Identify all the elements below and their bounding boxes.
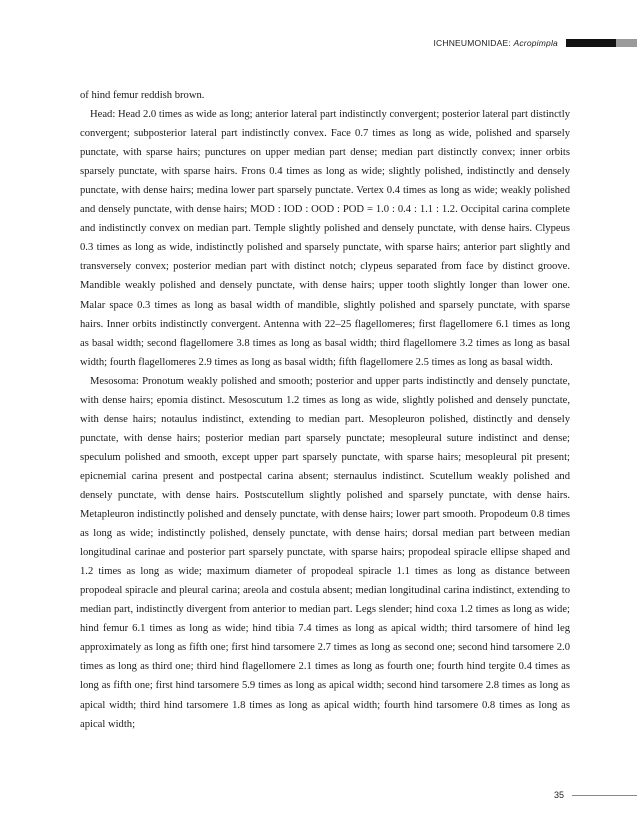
page-number: 35: [553, 790, 564, 800]
running-header-text: [433, 38, 558, 48]
header-bar-gray: [616, 39, 637, 47]
intro-paragraph: of hind femur reddish brown.: [80, 90, 205, 101]
body-text: [80, 86, 570, 734]
header-family: ICHNEUMONIDAE:: [433, 38, 511, 48]
page-footer: [554, 789, 637, 801]
mesosoma-paragraph: Mesosoma: Pronotum weakly polished and smooth; posterior and upper parts indistinctly and densely punctate, with dense hairs; epomia distinct. Mesoscutum 1.2 times as long as wide, slightly polished and densely punctate, with dense hairs; notaulus indistinct, extending to median part. Mesopleuron polished, distinctly and densely punctate, with dense hairs; posterior median part sparsely punctate; mesopleural suture indistinct and dense; speculum polished and smooth, except upper part sparsely punctate, with sparse hairs; mesopleural pit present; epicnemial carina present and postpectal carina absent; sternaulus indistinct. Scutellum weakly polished and densely punctate, with dense hairs. Postscutellum slightly polished and sparsely punctate, with dense hairs. Metapleuron indistinctly polished and densely punctate, with dense hairs; lower part smooth. Propodeum 0.8 times as long as wide; indistinctly polished, densely punctate, with dense hairs; dorsal median part between median longitudinal carinae and posterior part sparsely punctate, with sparse hairs; propodeal spiracle ellipse shaped and 1.2 times as long as wide; maximum diameter of propodeal spiracle 1.1 times as long as distance between propodeal spiracle and pleural carina; areola and costula absent; median longitudinal carina indistinct, extending to median part, indistinctly divergent from anterior to median part. Legs slender; hind coxa 1.2 times as long as wide; hind femur 6.1 times as long as wide; hind tibia 7.4 times as long as apical width; third tarsomere of hind leg approximately as long as fifth one; first hind tarsomere 2.7 times as long as second one; second hind tarsomere 2.0 times as long as third one; third hind flagellomere 2.1 times as long as fourth one; fourth hind tergite 0.4 times as long as fifth one; first hind tarsomere 5.9 times as long as apical width; second hind tarsomere 2.8 times as long as apical width; third hind tarsomere 1.8 times as long as apical width; fourth hind tarsomere 0.8 times as long as apical width;: [80, 375, 570, 730]
header-bar-dark: [566, 39, 616, 47]
header-genus: Acropimpla: [513, 38, 558, 48]
footer-rule: [572, 795, 637, 796]
head-paragraph: Head: Head 2.0 times as wide as long; anterior lateral part indistinctly convergent; posterior lateral part distinctly convergent; subposterior lateral part indistinctly convex. Face 0.7 times as long as wide, polished and sparsely punctate, with sparse hairs; punctures on upper median part dense; median part distinctly convex; inner orbits sparsely punctate, with sparse hairs. Frons 0.4 times as long as wide; slightly polished, indistinctly and densely punctate, with dense hairs; medina lower part sparsely punctate. Vertex 0.4 times as long as wide; weakly polished and densely punctate, with dense hairs; MOD : IOD : OOD : POD = 1.0 : 0.4 : 1.1 : 1.2. Occipital carina complete and indistinctly convex on median part. Temple slightly polished and densely punctate, with dense hairs. Clypeus 0.3 times as long as wide, indistinctly polished and sparsely punctate, with sparse hairs; anterior part slightly and transversely convex; posterior median part with distinct notch; clypeus separated from face by distinct groove. Mandible weakly polished and densely punctate, with dense hairs; upper tooth slightly longer than lower one. Malar space 0.3 times as long as basal width of mandible, slightly polished and sparsely punctate, with sparse hairs. Inner orbits indistinctly convergent. Antenna with 22–25 flagellomeres; first flagellomere 6.1 times as long as basal width; second flagellomere 3.8 times as long as basal width; third flagellomere 3.2 times as long as basal width; fourth flagellomeres 2.9 times as long as basal width; fifth flagellomere 2.5 times as long as basal width.: [80, 109, 570, 368]
running-header: [433, 38, 637, 48]
